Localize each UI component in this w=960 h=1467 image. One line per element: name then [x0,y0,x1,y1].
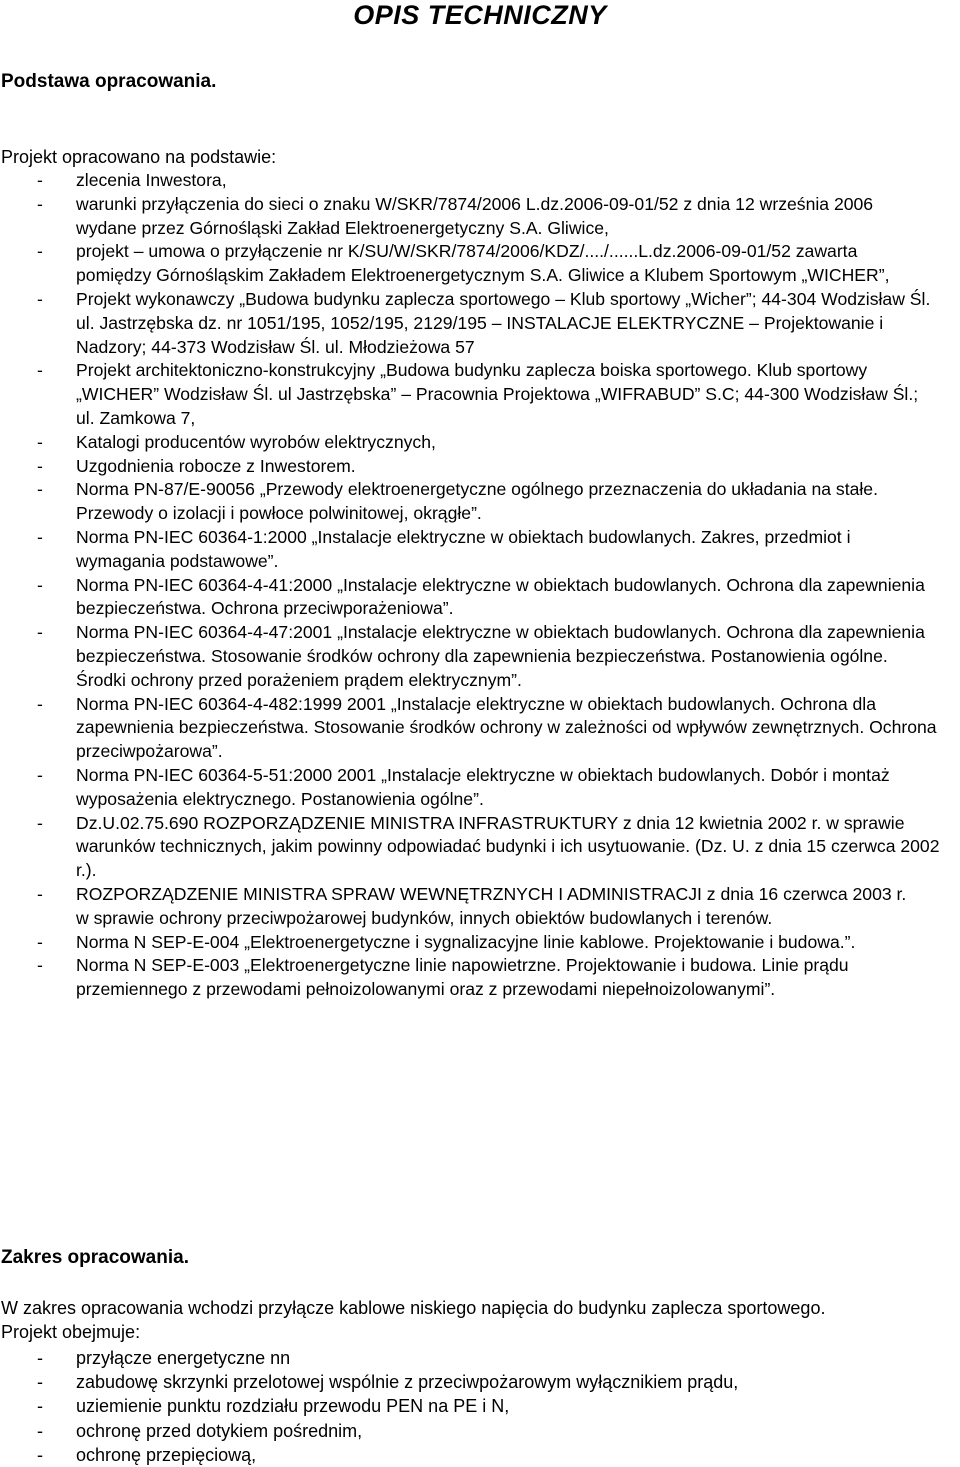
list-item: - zabudowę skrzynki przelotowej wspólnie z przeciwpożarowym wyłącznikiem prądu, [1,1370,901,1394]
list-item: - Norma PN-IEC 60364-1:2000 „Instalacje elektryczne w obiektach budowlanych. Zakres, przedmiot i wymagania podstawowe”. [1,526,941,574]
list-item: - Projekt architektoniczno-konstrukcyjny „Budowa budynku zaplecza boiska sportowego. Klub sportowy „WICHER” Wodzisław Śl. ul Jastrzębska” – Pracownia Projektowa „WIFRABUD” S.C; 44-300 Wodzisław Śl.; ul. Zamkowa 7, [1,359,941,430]
page-title: OPIS TECHNICZNY [353,0,607,30]
list-item: - Norma PN-87/E-90056 „Przewody elektroenergetyczne ogólnego przeznaczenia do układania na stałe. Przewody o izolacji i powłoce polwinitowej, okrągłe”. [1,478,941,526]
list-item: - projekt – umowa o przyłączenie nr K/SU/W/SKR/7874/2006/KDZ/..../......L.dz.2006-09-01/52 zawarta pomiędzy Górnośląskim Zakładem Elektroenergetycznym S.A. Gliwice a Klubem Sportowym „WICHER”, [1,240,941,288]
basis-list [1,169,941,1002]
list-item: - Uzgodnienia robocze z Inwestorem. [1,455,941,479]
scope-intro: W zakres opracowania wchodzi przyłącze kablowe niskiego napięcia do budynku zaplecza sportowego. Projekt obejmuje: [1,1298,826,1342]
list-item: - przyłącze energetyczne nn [1,1346,901,1370]
list-item: - Katalogi producentów wyrobów elektrycznych, [1,431,941,455]
list-item: - Norma PN-IEC 60364-4-47:2001 „Instalacje elektryczne w obiektach budowlanych. Ochrona dla zapewnienia bezpieczeństwa. Stosowanie środków ochrony dla zapewnienia bezpieczeństwa. Postanowienia ogólne. Środki ochrony przed porażeniem prądem elektrycznym”. [1,621,941,692]
scope-list [1,1346,901,1467]
list-item: - warunki przyłączenia do sieci o znaku W/SKR/7874/2006 L.dz.2006-09-01/52 z dnia 12 września 2006 wydane przez Górnośląski Zakład Elektroenergetyczny S.A. Gliwice, [1,193,941,241]
list-item: - Norma N SEP-E-003 „Elektroenergetyczne linie napowietrzne. Projektowanie i budowa. Linie prądu przemiennego z przewodami pełnoizolowanymi oraz z przewodami niepełnoizolowanymi”. [1,954,941,1002]
basis-intro: Projekt opracowano na podstawie: [1,147,277,167]
list-item: - ROZPORZĄDZENIE MINISTRA SPRAW WEWNĘTRZNYCH I ADMINISTRACJI z dnia 16 czerwca 2003 r. w sprawie ochrony przeciwpożarowej budynków, innych obiektów budowlanych i terenów. [1,883,941,931]
list-item: - Dz.U.02.75.690 ROZPORZĄDZENIE MINISTRA INFRASTRUKTURY z dnia 12 kwietnia 2002 r. w sprawie warunków technicznych, jakim powinny odpowiadać budynki i ich usytuowanie. (Dz. U. z dnia 15 czerwca 2002 r.). [1,812,941,883]
list-item: - Norma PN-IEC 60364-5-51:2000 2001 „Instalacje elektryczne w obiektach budowlanych. Dobór i montaż wyposażenia elektrycznego. Postanowienia ogólne”. [1,764,941,812]
list-item: - Projekt wykonawczy „Budowa budynku zaplecza sportowego – Klub sportowy „Wicher”; 44-304 Wodzisław Śl. ul. Jastrzębska dz. nr 1051/195, 1052/195, 2129/195 – INSTALACJE ELEKTRYCZNE – Projektowanie i Nadzory; 44-373 Wodzisław Śl. ul. Młodzieżowa 57 [1,288,941,359]
list-item: - uziemienie punktu rozdziału przewodu PEN na PE i N, [1,1394,901,1418]
list-item: - ochronę przed dotykiem pośrednim, [1,1419,901,1443]
section-heading-basis: Podstawa opracowania. [1,71,217,92]
list-item: - Norma PN-IEC 60364-4-41:2000 „Instalacje elektryczne w obiektach budowlanych. Ochrona dla zapewnienia bezpieczeństwa. Ochrona przeciwporażeniowa”. [1,574,941,622]
list-item: - Norma N SEP-E-004 „Elektroenergetyczne i sygnalizacyjne linie kablowe. Projektowanie i budowa.”. [1,931,941,955]
section-heading-scope: Zakres opracowania. [1,1247,189,1268]
list-item: - Norma PN-IEC 60364-4-482:1999 2001 „Instalacje elektryczne w obiektach budowlanych. Ochrona dla zapewnienia bezpieczeństwa. Stosowanie środków ochrony w zależności od wpływów zewnętrznych. Ochrona przeciwpożarowa”. [1,693,941,764]
list-item: - ochronę przepięciową, [1,1443,901,1467]
list-item: - zlecenia Inwestora, [1,169,941,193]
